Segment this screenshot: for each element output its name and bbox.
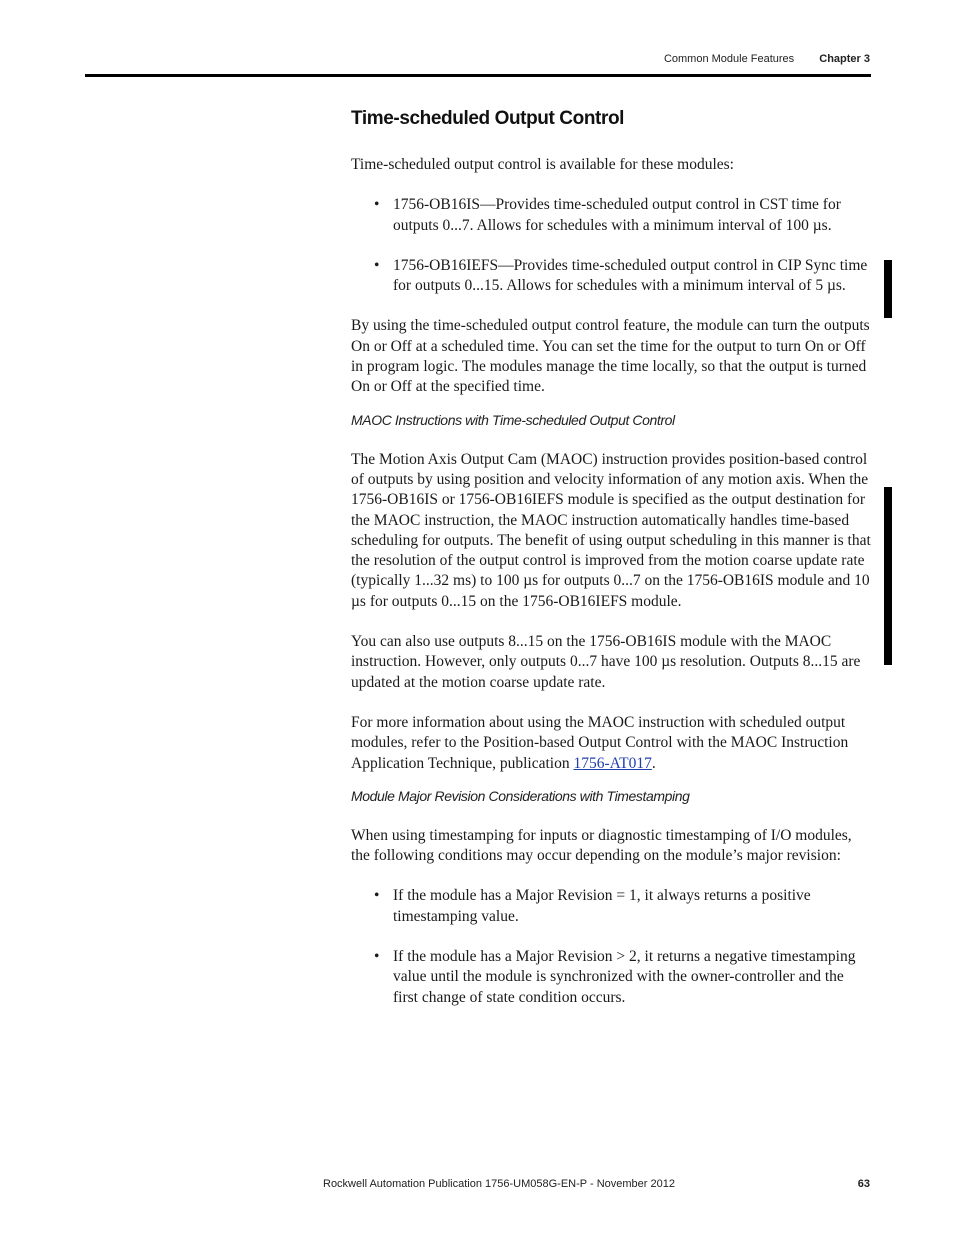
bullet-icon: • [374, 196, 380, 214]
running-header [664, 53, 870, 65]
header-section-name: Common Module Features [663, 53, 795, 65]
page-body [351, 105, 871, 1008]
list-item-text: If the module has a Major Revision = 1, it always returns a positive timestamping value. [393, 887, 811, 925]
revision-paragraph: When using timestamping for inputs or diagnostic timestamping of I/O modules, the following conditions may occur depending on the module’s major revision: [351, 826, 852, 865]
change-bar [884, 487, 892, 665]
change-bar [884, 260, 892, 318]
list-item-text: If the module has a Major Revision > 2, it returns a negative timestamping value until the module is synchronized with the owner-controller and the first change of state condition occurs. [393, 948, 856, 1006]
list-item [351, 195, 871, 236]
list-item [351, 947, 871, 1008]
header-rule [85, 74, 871, 77]
maoc-subheading: MAOC Instructions with Time-scheduled Output Control [351, 411, 675, 428]
module-list [351, 195, 871, 296]
list-item [351, 256, 871, 297]
more-info-paragraph [351, 713, 871, 774]
more-info-text: For more information about using the MAOC instruction with scheduled output modules, refer to the Position-based Output Control with the MAOC Instruction Application Technique, publication [351, 713, 849, 772]
list-item [351, 886, 871, 927]
publication-link[interactable]: 1756-AT017 [573, 754, 652, 772]
maoc-outputs-paragraph: You can also use outputs 8...15 on the 1756-OB16IS module with the MAOC instruction. However, only outputs 0...7 have 100 µs resolution. Outputs 8...15 are updated at the motion coarse update rate. [351, 633, 861, 691]
revision-conditions-list [351, 886, 871, 1007]
more-info-end: . [651, 754, 656, 772]
header-chapter: Chapter 3 [819, 53, 870, 65]
maoc-paragraph: The Motion Axis Output Cam (MAOC) instruction provides position-based control of outputs by using position and velocity information of any motion axis. When the 1756-OB16IS or 1756-OB16IEFS module is specified as the output destination for the MAOC instruction, the MAOC instruction automatically handles time-based scheduling for outputs. The benefit of using output scheduling in this manner is that the resolution of the output control is improved from the motion coarse update rate (typically 1...32 ms) to 100 µs for outputs 0...7 on the 1756-OB16IS module and 10 µs for outputs 0...15 on the 1756-OB16IEFS module. [351, 450, 871, 610]
feature-paragraph: By using the time-scheduled output control feature, the module can turn the outputs On or Off at a scheduled time. You can set the time for the output to turn On or Off in program logic. The modules manage the time locally, so that the output is turned On or Off at the specified time. [351, 317, 870, 396]
bullet-icon: • [374, 948, 380, 966]
list-item-text: 1756-OB16IEFS—Provides time-scheduled output control in CIP Sync time for outputs 0...15. Allows for schedules with a minimum interval of 5 µs. [393, 256, 868, 295]
section-title: Time-scheduled Output Control [351, 108, 625, 129]
list-item-text: 1756-OB16IS—Provides time-scheduled output control in CST time for outputs 0...7. Allows for schedules with a minimum interval of 100 µs. [393, 196, 841, 234]
page-number: 63 [857, 1178, 870, 1190]
intro-paragraph: Time-scheduled output control is available for these modules: [351, 156, 734, 173]
bullet-icon: • [374, 887, 380, 905]
footer-publication: Rockwell Automation Publication 1756-UM058G-EN-P - November 2012 [323, 1178, 675, 1190]
bullet-icon: • [374, 256, 380, 274]
revision-subheading: Module Major Revision Considerations with Timestamping [351, 787, 690, 804]
